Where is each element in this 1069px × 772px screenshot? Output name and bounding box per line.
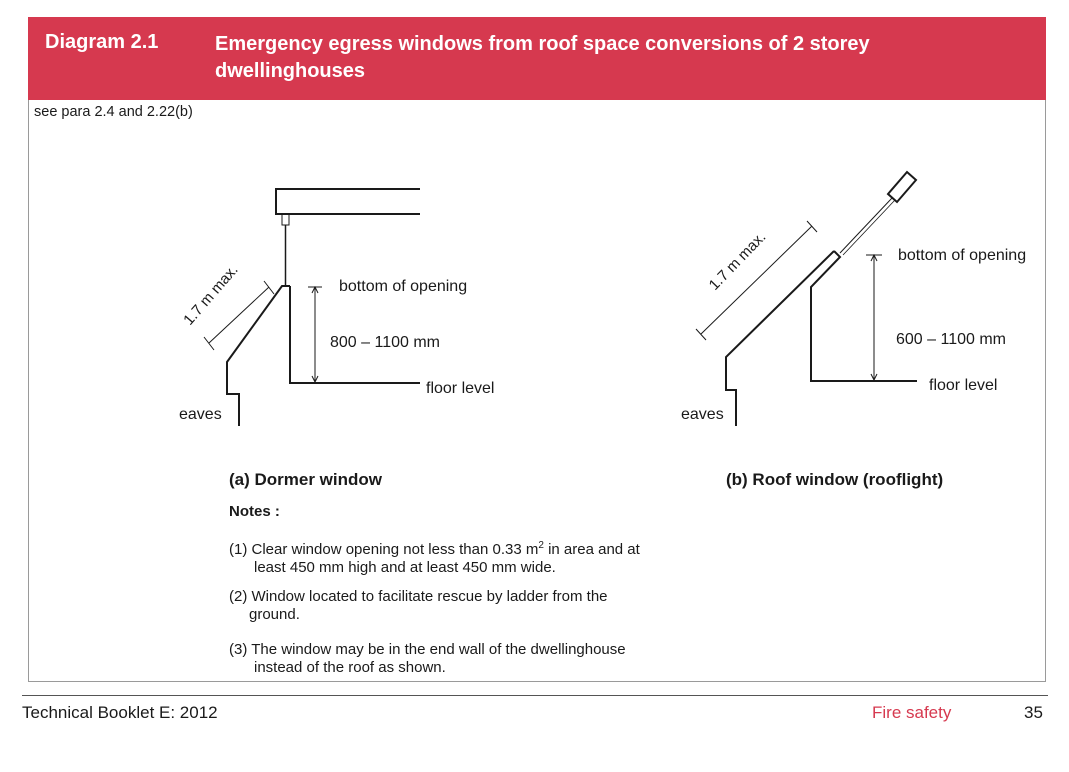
dormer-eaves-label: eaves (179, 406, 222, 423)
note-2-text: (2) Window located to facilitate rescue by ladder from the (229, 588, 608, 605)
roof-height-label: 600 – 1100 mm (896, 331, 1006, 348)
dormer-roof (276, 189, 420, 214)
rooflight-glazing-upper (888, 172, 916, 202)
note-1-continued: least 450 mm high and at least 450 mm wide. (254, 559, 556, 576)
roof-window-caption: (b) Roof window (rooflight) (726, 470, 944, 489)
note-3 (229, 641, 709, 677)
note-3-continued: instead of the roof as shown. (254, 659, 446, 676)
dormer-height-dimension (308, 287, 322, 382)
dormer-height-label: 800 – 1100 mm (330, 334, 440, 351)
page-number: 35 (1024, 703, 1043, 722)
note-1-text-end: in area and at (543, 541, 640, 558)
note-1-superscript: 2 (538, 540, 544, 551)
dormer-max-label: 1.7 m max. (180, 261, 242, 329)
roof-bottom-label: bottom of opening (898, 247, 1027, 264)
note-2-continued: ground. (249, 606, 300, 623)
diagram-title: Emergency egress windows from roof space conversions of 2 storey dwellinghouses (215, 33, 870, 82)
notes-title: Notes : (229, 503, 280, 520)
roof-eaves-label: eaves (681, 406, 724, 423)
roof-window-drawing (681, 172, 1026, 426)
note-2 (229, 588, 709, 624)
dormer-bottom-label: bottom of opening (339, 278, 468, 295)
dormer-caption: (a) Dormer window (229, 470, 383, 489)
rooflight-glazing-line-2 (843, 200, 895, 255)
dormer-drawing (179, 189, 494, 426)
note-3-text: (3) The window may be in the end wall of the dwellinghouse (229, 641, 626, 658)
footer-booklet: Technical Booklet E: 2012 (22, 703, 218, 722)
dormer-floor-label: floor level (426, 380, 495, 397)
roof-slope (726, 251, 834, 426)
roof-floor-label: floor level (929, 377, 998, 394)
diagram-number: Diagram 2.1 (45, 31, 159, 53)
roof-height-dimension (866, 255, 882, 380)
dormer-roof-slope (227, 286, 290, 426)
footer-section: Fire safety (872, 703, 952, 722)
dormer-lintel-block (282, 214, 289, 225)
rooflight-frame-bottom (811, 251, 917, 381)
rooflight-glazing-line (840, 198, 892, 253)
paragraph-reference: see para 2.4 and 2.22(b) (34, 104, 193, 120)
note-1 (229, 537, 709, 577)
note-1-text: (1) Clear window opening not less than 0.33 m (229, 541, 539, 558)
footer-divider (22, 695, 1048, 696)
roof-max-label: 1.7 m max. (705, 228, 770, 294)
